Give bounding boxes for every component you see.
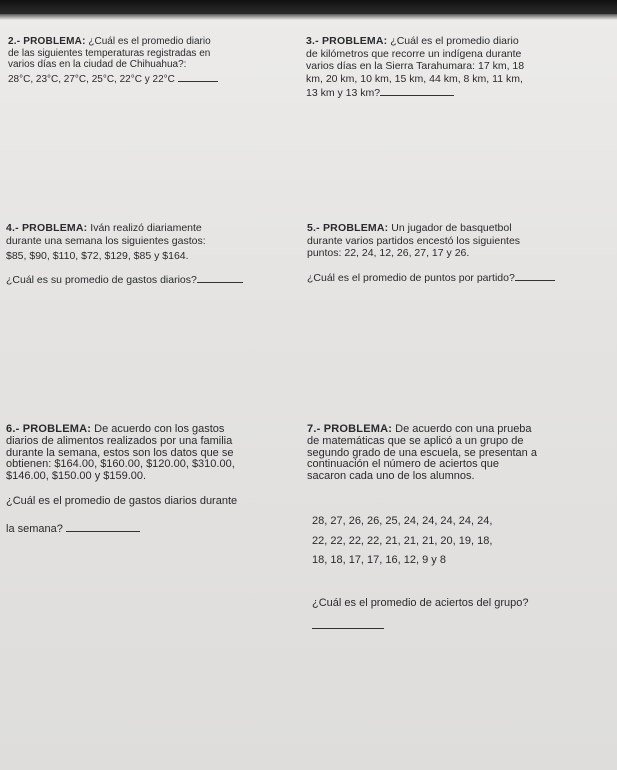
problem-7-line: continuación el número de aciertos que bbox=[307, 458, 500, 471]
problem-5-title-rest: Un jugador de basquetbol bbox=[388, 222, 512, 234]
problem-2-temperatures: 28°C, 23°C, 27°C, 25°C, 22°C y 22°C bbox=[8, 73, 175, 85]
problem-3 bbox=[306, 35, 611, 100]
problem-4-question: ¿Cuál es su promedio de gastos diarios? bbox=[6, 274, 197, 286]
answer-blank[interactable] bbox=[178, 71, 218, 82]
problem-7-line: de matemáticas que se aplicó a un grupo de bbox=[307, 434, 524, 447]
problem-5-title bbox=[307, 222, 612, 235]
problem-2-line: varios días en la ciudad de Chihuahua?: bbox=[8, 59, 187, 70]
problem-4-line: durante una semana los siguientes gastos: bbox=[6, 235, 206, 247]
problem-6-question: la semana? bbox=[6, 522, 63, 535]
problem-2-label: 2.- PROBLEMA: bbox=[8, 36, 86, 47]
problem-7 bbox=[307, 424, 613, 483]
answer-blank[interactable] bbox=[66, 521, 140, 532]
problem-6-label: 6.- PROBLEMA: bbox=[6, 423, 92, 435]
problem-2-line: de las siguientes temperaturas registradas en bbox=[8, 47, 211, 59]
problem-2-title-rest: ¿Cuál es el promedio diario bbox=[85, 36, 211, 47]
problem-7-line: sacaron cada uno de los alumnos. bbox=[307, 470, 475, 483]
answer-blank[interactable] bbox=[380, 85, 454, 96]
problem-7-data bbox=[312, 512, 612, 571]
problem-2-title bbox=[8, 36, 288, 48]
problem-3-line: varios días en la Sierra Tarahumara: 17 km, 18 bbox=[306, 60, 525, 72]
problem-3-line: de kilómetros que recorre un indígena durante bbox=[306, 47, 522, 60]
problem-7-data-line: 28, 27, 26, 26, 25, 24, 24, 24, 24, 24, bbox=[312, 515, 493, 527]
problem-3-label: 3.- PROBLEMA: bbox=[306, 35, 388, 47]
problem-5-line: durante varios partidos encestó los siguientes bbox=[307, 234, 521, 247]
answer-blank[interactable] bbox=[312, 628, 384, 629]
problem-7-title-rest: De acuerdo con una prueba bbox=[392, 423, 532, 435]
problem-6 bbox=[6, 424, 304, 536]
problem-4-title-rest: Iván realizó diariamente bbox=[87, 222, 202, 234]
problem-3-title bbox=[306, 35, 611, 48]
problem-4-title bbox=[6, 222, 296, 235]
problem-2 bbox=[8, 36, 288, 85]
problem-4 bbox=[6, 222, 296, 287]
problem-3-last-line bbox=[306, 85, 611, 100]
problem-6-line: $146.00, $150.00 y $159.00. bbox=[6, 470, 147, 483]
problem-3-line: km, 20 km, 10 km, 15 km, 44 km, 8 km, 11 km, bbox=[306, 72, 523, 85]
problem-6-line: durante la semana, estos son los datos que se bbox=[6, 446, 234, 459]
answer-blank[interactable] bbox=[515, 270, 555, 281]
problem-5-line: puntos: 22, 24, 12, 26, 27, 17 y 26. bbox=[307, 247, 470, 259]
worksheet-page bbox=[0, 14, 617, 770]
problem-7-line: segundo grado de una escuela, se presentan a bbox=[307, 446, 537, 459]
problem-4-question-row bbox=[6, 272, 296, 287]
problem-5-question-row bbox=[307, 270, 612, 285]
problem-7-label: 7.- PROBLEMA: bbox=[307, 423, 393, 435]
problem-6-line: obtienen: $164.00, $160.00, $120.00, $310.00, bbox=[6, 458, 235, 471]
problem-7-question-row bbox=[312, 597, 612, 610]
problem-7-question: ¿Cuál es el promedio de aciertos del grupo? bbox=[312, 597, 529, 609]
problem-6-question-line: ¿Cuál es el promedio de gastos diarios durante bbox=[6, 494, 238, 507]
problem-2-data bbox=[8, 71, 288, 86]
problem-3-title-rest: ¿Cuál es el promedio diario bbox=[387, 35, 519, 47]
problem-4-line: $85, $90, $110, $72, $129, $85 y $164. bbox=[6, 250, 189, 262]
page-top-shadow bbox=[0, 0, 617, 20]
problem-7-data-line: 22, 22, 22, 22, 21, 21, 21, 20, 19, 18, bbox=[312, 534, 493, 547]
problem-4-label: 4.- PROBLEMA: bbox=[6, 222, 88, 234]
answer-blank[interactable] bbox=[197, 272, 243, 283]
problem-7-data-line: 18, 18, 17, 17, 16, 12, 9 y 8 bbox=[312, 554, 446, 566]
problem-5 bbox=[307, 222, 612, 284]
problem-3-line: 13 km y 13 km? bbox=[306, 87, 381, 99]
problem-6-title-rest: De acuerdo con los gastos bbox=[91, 423, 225, 435]
problem-5-label: 5.- PROBLEMA: bbox=[307, 222, 389, 234]
problem-5-question: ¿Cuál es el promedio de puntos por partido? bbox=[307, 271, 515, 284]
problem-6-line: diarios de alimentos realizados por una familia bbox=[6, 434, 233, 447]
problem-6-question-row bbox=[6, 521, 304, 536]
